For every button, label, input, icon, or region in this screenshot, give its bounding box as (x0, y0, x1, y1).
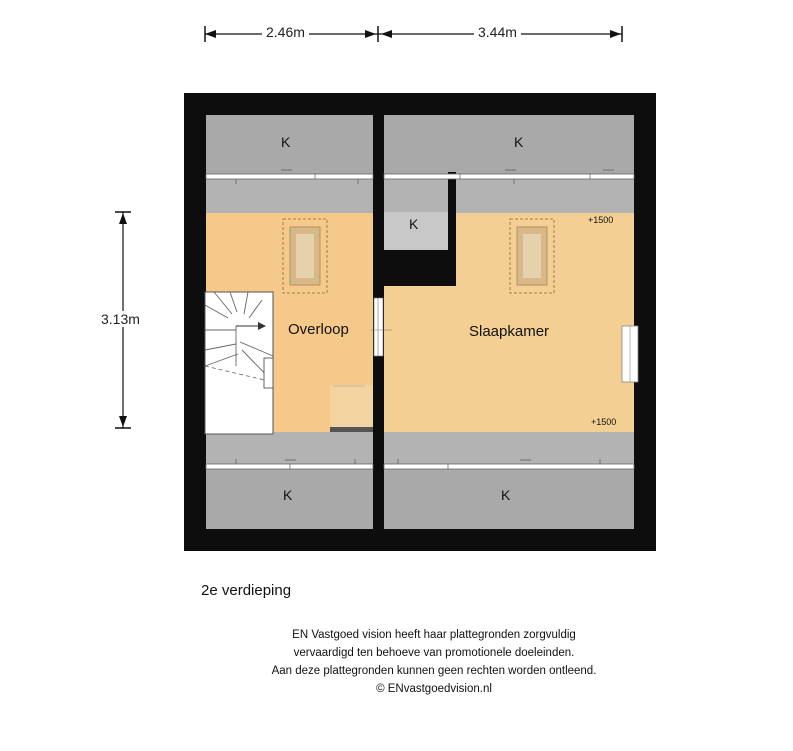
knee-wall-top-right (384, 115, 634, 179)
knee-wall-label-top-left: K (281, 134, 291, 150)
dimension-width-right: 3.44m (474, 24, 521, 40)
disclaimer-line-2: vervaardigd ten behoeve van promotionele doeleinden. (293, 647, 575, 659)
elevation-bottom: +1500 (591, 417, 617, 427)
disclaimer (184, 626, 684, 698)
dimension-width-left: 2.46m (262, 24, 309, 40)
room-label-slaapkamer: Slaapkamer (469, 323, 550, 340)
floor-title: 2e verdieping (201, 582, 292, 599)
knee-wall-label-top-right: K (514, 134, 524, 150)
skylight-left (283, 219, 327, 293)
knee-wall-label-bottom-right: K (501, 487, 511, 503)
closet-label: K (409, 216, 419, 232)
disclaimer-line-3: Aan deze plattegronden kunnen geen rechten worden ontleend. (271, 665, 597, 677)
staircase (205, 292, 273, 434)
disclaimer-line-1: EN Vastgoed vision heeft haar plattegronden zorgvuldig (292, 629, 576, 641)
disclaimer-line-4: © ENvastgoedvision.nl (376, 683, 492, 695)
knee-wall-label-bottom-left: K (283, 487, 293, 503)
room-label-overloop: Overloop (288, 321, 349, 338)
elevation-top: +1500 (588, 215, 614, 225)
dimension-height: 3.13m (97, 311, 144, 327)
